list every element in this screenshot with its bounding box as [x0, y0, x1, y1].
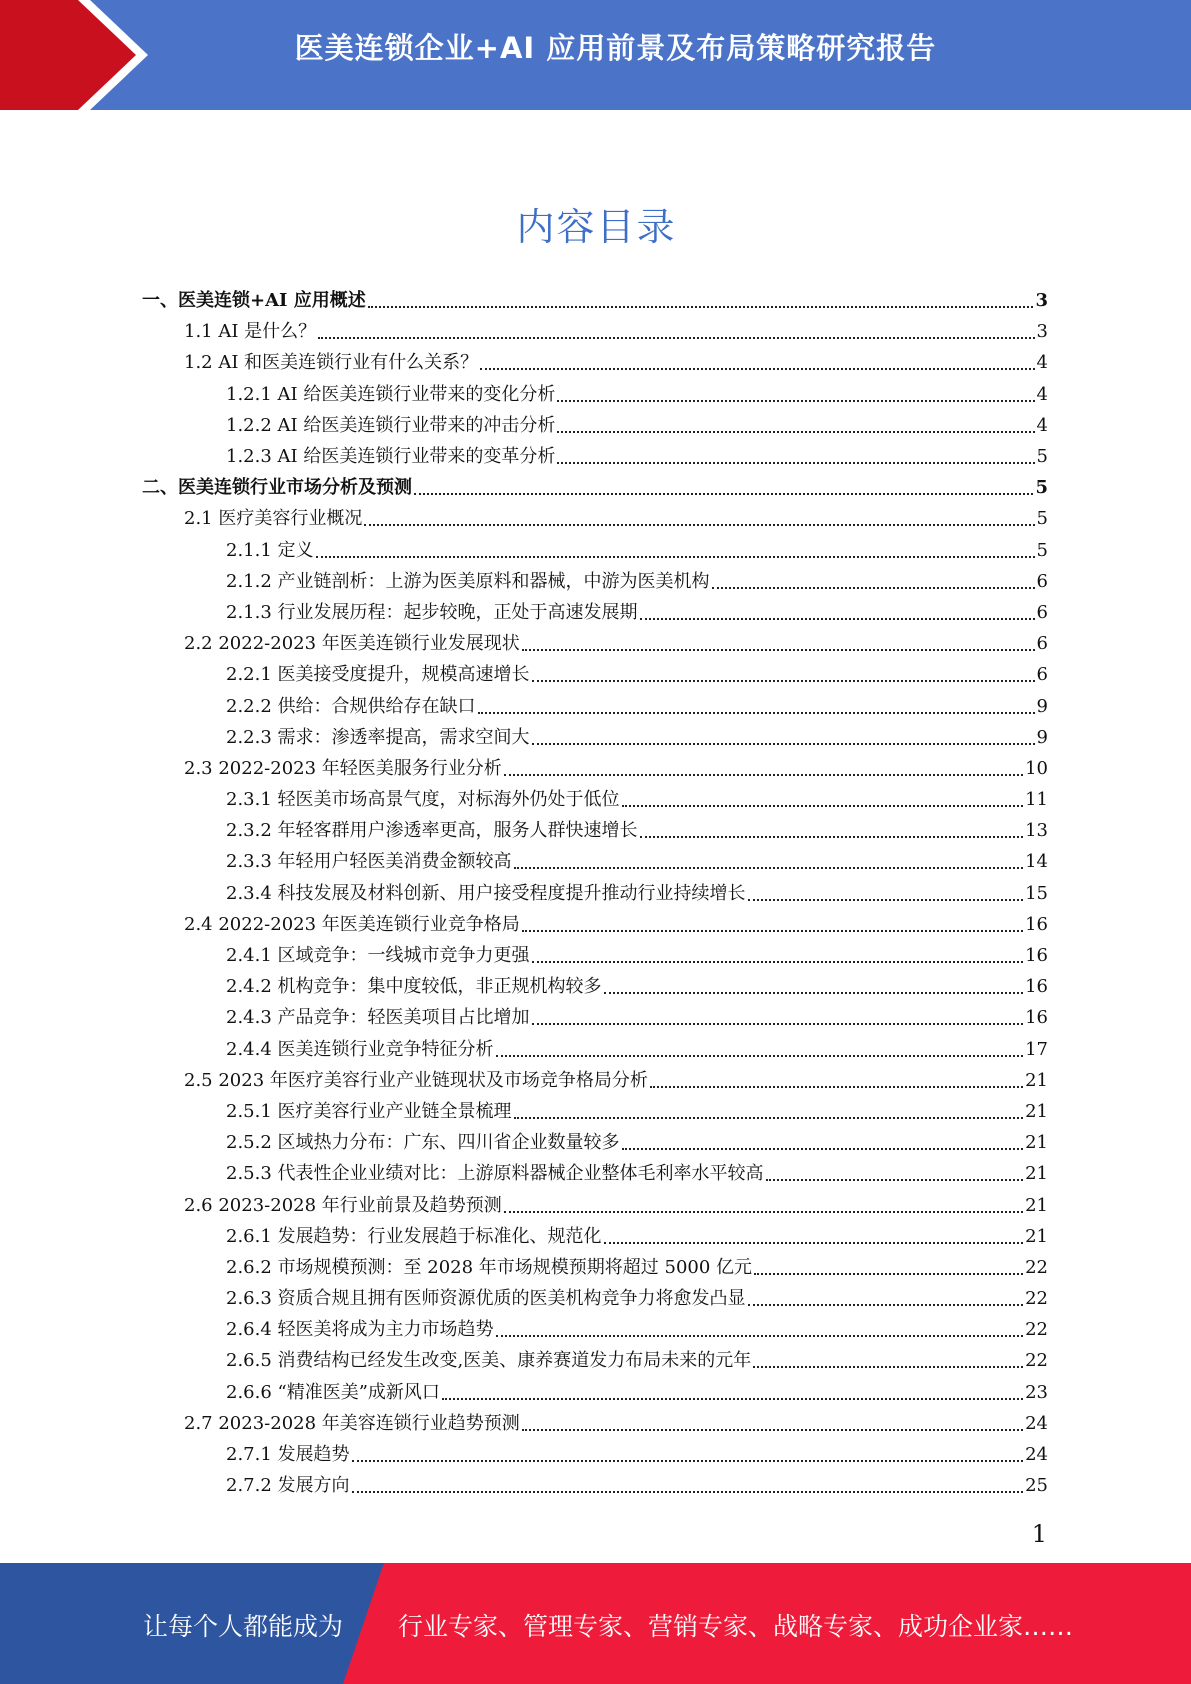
toc-entry-title: 2.3.4 科技发展及材料创新、用户接受程度提升推动行业持续增长 — [226, 882, 746, 904]
toc-entry-page: 16 — [1025, 913, 1048, 935]
toc-entry-page: 6 — [1036, 570, 1048, 592]
toc-entry[interactable] — [142, 1252, 1048, 1283]
toc-entry-page: 5 — [1035, 477, 1048, 499]
toc-entry[interactable] — [142, 878, 1048, 909]
toc-entry-page: 21 — [1025, 1163, 1048, 1185]
toc-leader-dots — [316, 555, 1035, 558]
toc-entry[interactable] — [142, 846, 1048, 877]
toc-entry[interactable] — [142, 1439, 1048, 1470]
toc-leader-dots — [514, 1116, 1024, 1119]
toc-entry[interactable] — [142, 1034, 1048, 1065]
toc-entry[interactable] — [142, 1345, 1048, 1376]
toc-entry[interactable] — [142, 566, 1048, 597]
toc-entry-page: 22 — [1025, 1288, 1048, 1310]
toc-entry-title: 2.7.1 发展趋势 — [226, 1444, 350, 1466]
page-number: 1 — [1031, 1520, 1047, 1548]
toc-entry-title: 2.2.2 供给：合规供给存在缺口 — [226, 695, 476, 717]
toc-entry-title: 2.3.3 年轻用户轻医美消费金额较高 — [226, 851, 512, 873]
toc-entry[interactable] — [142, 784, 1048, 815]
toc-entry[interactable] — [142, 597, 1048, 628]
toc-entry-page: 3 — [1036, 321, 1048, 343]
toc-entry-title: 2.6.2 市场规模预测：至 2028 年市场规模预期将超过 5000 亿元 — [226, 1256, 753, 1278]
toc-leader-dots — [640, 835, 1024, 838]
toc-entry-page: 4 — [1036, 383, 1048, 405]
toc-entry[interactable] — [142, 472, 1048, 503]
toc-entry-page: 21 — [1025, 1194, 1048, 1216]
toc-leader-dots — [414, 492, 1033, 495]
toc-leader-dots — [622, 1147, 1024, 1150]
toc-entry-page: 21 — [1025, 1132, 1048, 1154]
toc-leader-dots — [622, 804, 1024, 807]
toc-entry-title: 2.2.1 医美接受度提升，规模高速增长 — [226, 664, 530, 686]
toc-leader-dots — [604, 1241, 1024, 1244]
toc-entry[interactable] — [142, 690, 1048, 721]
toc-entry-title: 2.1.3 行业发展历程：起步较晚，正处于高速发展期 — [226, 601, 638, 623]
toc-leader-dots — [352, 1459, 1024, 1462]
toc-entry[interactable] — [142, 628, 1048, 659]
toc-leader-dots — [604, 991, 1024, 994]
toc-entry-page: 17 — [1025, 1038, 1048, 1060]
toc-leader-dots — [557, 430, 1034, 433]
toc-entry[interactable] — [142, 1096, 1048, 1127]
toc-leader-dots — [650, 1085, 1023, 1088]
toc-entry-page: 5 — [1036, 539, 1048, 561]
toc-leader-dots — [766, 1178, 1024, 1181]
toc-heading: 内容目录 — [516, 205, 677, 249]
toc-entry-page: 22 — [1025, 1350, 1048, 1372]
footer-slogan-right: 行业专家、管理专家、营销专家、战略专家、成功企业家…… — [398, 1612, 1074, 1641]
toc-entry-title: 2.5.2 区域热力分布：广东、四川省企业数量较多 — [226, 1132, 620, 1154]
toc-entry-title: 2.4.3 产品竞争：轻医美项目占比增加 — [226, 1007, 530, 1029]
toc-entry-page: 9 — [1036, 695, 1048, 717]
toc-entry-page: 3 — [1035, 290, 1048, 312]
toc-leader-dots — [748, 898, 1024, 901]
toc-entry[interactable] — [142, 1158, 1048, 1189]
toc-leader-dots — [442, 1397, 1023, 1400]
toc-leader-dots — [532, 742, 1035, 745]
toc-leader-dots — [712, 586, 1035, 589]
toc-entry-page: 4 — [1036, 352, 1048, 374]
toc-entry-page: 16 — [1025, 945, 1048, 967]
toc-leader-dots — [522, 929, 1023, 932]
toc-entry-page: 16 — [1025, 976, 1048, 998]
toc-entry[interactable] — [142, 1189, 1048, 1220]
toc-entry-title: 2.4 2022-2023 年医美连锁行业竞争格局 — [184, 913, 520, 935]
report-title: 医美连锁企业+AI 应用前景及布局策略研究报告 — [294, 31, 937, 65]
footer-band — [0, 1563, 1191, 1684]
toc-entry-page: 25 — [1025, 1475, 1048, 1497]
toc-leader-dots — [557, 399, 1034, 402]
toc-entry-title: 2.6.5 消费结构已经发生改变,医美、康养赛道发力布局未来的元年 — [226, 1350, 752, 1372]
toc-leader-dots — [748, 1303, 1024, 1306]
toc-entry-title: 2.6.3 资质合规且拥有医师资源优质的医美机构竞争力将愈发凸显 — [226, 1288, 746, 1310]
toc-entry[interactable] — [142, 1221, 1048, 1252]
toc-entry-title: 2.1 医疗美容行业概况 — [184, 508, 363, 530]
toc-entry-title: 1.1 AI 是什么？ — [184, 321, 317, 343]
footer-slogan-left: 让每个人都能成为 — [143, 1612, 344, 1641]
toc-entry[interactable] — [142, 347, 1048, 378]
toc-entry[interactable] — [142, 909, 1048, 940]
toc-entry-page: 22 — [1025, 1319, 1048, 1341]
toc-entry-title: 1.2 AI 和医美连锁行业有什么关系？ — [184, 352, 479, 374]
toc-entry-title: 2.3.1 轻医美市场高景气度，对标海外仍处于低位 — [226, 789, 620, 811]
toc-entry[interactable] — [142, 1314, 1048, 1345]
toc-entry-title: 1.2.2 AI 给医美连锁行业带来的冲击分析 — [226, 414, 556, 436]
toc-entry[interactable] — [142, 1065, 1048, 1096]
toc-entry-title: 2.6.4 轻医美将成为主力市场趋势 — [226, 1319, 494, 1341]
toc-entry-title: 2.1.1 定义 — [226, 539, 314, 561]
toc-entry-title: 2.5.1 医疗美容行业产业链全景梳理 — [226, 1100, 512, 1122]
toc-leader-dots — [504, 1210, 1023, 1213]
toc-leader-dots — [504, 773, 1023, 776]
toc-entry[interactable] — [142, 659, 1048, 690]
toc-entry[interactable] — [142, 1470, 1048, 1501]
toc-entry[interactable] — [142, 1377, 1048, 1408]
toc-entry-page: 9 — [1036, 726, 1048, 748]
toc-entry-title: 2.7 2023-2028 年美容连锁行业趋势预测 — [184, 1412, 520, 1434]
toc-entry-title: 2.1.2 产业链剖析：上游为医美原料和器械，中游为医美机构 — [226, 570, 710, 592]
toc-entry-title: 2.3.2 年轻客群用户渗透率更高，服务人群快速增长 — [226, 820, 638, 842]
toc-entry-title: 2.3 2022-2023 年轻医美服务行业分析 — [184, 757, 502, 779]
toc-entry[interactable] — [142, 441, 1048, 472]
toc-entry[interactable] — [142, 940, 1048, 971]
toc-entry-title: 2.2 2022-2023 年医美连锁行业发展现状 — [184, 633, 520, 655]
toc-entry-title: 2.4.2 机构竞争：集中度较低，非正规机构较多 — [226, 976, 602, 998]
toc-leader-dots — [640, 617, 1035, 620]
toc-entry-title: 二、医美连锁行业市场分析及预测 — [142, 477, 412, 499]
toc-entry-page: 24 — [1025, 1412, 1048, 1434]
toc-entry-page: 21 — [1025, 1100, 1048, 1122]
toc-entry[interactable] — [142, 971, 1048, 1002]
toc-entry[interactable] — [142, 410, 1048, 441]
toc-entry-title: 2.6.6 “精准医美”成新风口 — [226, 1381, 440, 1403]
toc-entry[interactable] — [142, 1283, 1048, 1314]
toc-entry-title: 一、医美连锁+AI 应用概述 — [142, 290, 366, 312]
toc-entry-title: 2.5 2023 年医疗美容行业产业链现状及市场竞争格局分析 — [184, 1069, 648, 1091]
toc-leader-dots — [514, 866, 1024, 869]
toc-entry-title: 2.4.1 区域竞争：一线城市竞争力更强 — [226, 945, 530, 967]
toc-entry[interactable] — [142, 753, 1048, 784]
toc-entry-title: 1.2.1 AI 给医美连锁行业带来的变化分析 — [226, 383, 556, 405]
toc-entry-title: 2.2.3 需求：渗透率提高，需求空间大 — [226, 726, 530, 748]
toc-entry[interactable] — [142, 1127, 1048, 1158]
toc-entry-page: 11 — [1025, 789, 1048, 811]
toc-leader-dots — [478, 711, 1035, 714]
toc-entry-page: 15 — [1025, 882, 1048, 904]
toc-entry-title: 2.6.1 发展趋势：行业发展趋于标准化、规范化 — [226, 1225, 602, 1247]
toc-entry-page: 10 — [1025, 757, 1048, 779]
toc-entry[interactable] — [142, 1002, 1048, 1033]
toc-entry-page: 22 — [1025, 1256, 1048, 1278]
toc-leader-dots — [496, 1054, 1024, 1057]
toc-leader-dots — [480, 367, 1034, 370]
toc-leader-dots — [753, 1365, 1023, 1368]
toc-entry-page: 5 — [1036, 446, 1048, 468]
toc-leader-dots — [557, 461, 1034, 464]
toc-entry-page: 6 — [1036, 664, 1048, 686]
toc-leader-dots — [496, 1334, 1024, 1337]
toc-entry-page: 24 — [1025, 1444, 1048, 1466]
toc-entry-title: 2.6 2023-2028 年行业前景及趋势预测 — [184, 1194, 502, 1216]
header-band — [0, 0, 1191, 110]
toc-entry-page: 6 — [1036, 601, 1048, 623]
toc-entry[interactable] — [142, 316, 1048, 347]
toc-entry[interactable] — [142, 722, 1048, 753]
toc-entry[interactable] — [142, 535, 1048, 566]
toc-leader-dots — [522, 1428, 1023, 1431]
toc-entry-page: 21 — [1025, 1225, 1048, 1247]
toc-entry-title: 1.2.3 AI 给医美连锁行业带来的变革分析 — [226, 446, 556, 468]
toc-leader-dots — [318, 336, 1034, 339]
toc-entry-title: 2.7.2 发展方向 — [226, 1475, 350, 1497]
toc-leader-dots — [364, 523, 1034, 526]
toc-entry-title: 2.4.4 医美连锁行业竞争特征分析 — [226, 1038, 494, 1060]
toc-entry-page: 16 — [1025, 1007, 1048, 1029]
toc-entry-page: 5 — [1036, 508, 1048, 530]
toc-leader-dots — [754, 1272, 1023, 1275]
toc-entry-page: 4 — [1036, 414, 1048, 436]
toc-entry-page: 14 — [1025, 851, 1048, 873]
toc-entry-title: 2.5.3 代表性企业业绩对比：上游原料器械企业整体毛利率水平较高 — [226, 1163, 764, 1185]
toc-entry-page: 21 — [1025, 1069, 1048, 1091]
toc-leader-dots — [532, 1022, 1024, 1025]
toc-leader-dots — [532, 960, 1024, 963]
toc-entry[interactable] — [142, 285, 1048, 316]
toc-entry-page: 13 — [1025, 820, 1048, 842]
table-of-contents — [142, 285, 1048, 1501]
toc-entry-page: 6 — [1036, 633, 1048, 655]
toc-leader-dots — [522, 648, 1035, 651]
toc-entry[interactable] — [142, 379, 1048, 410]
toc-entry-page: 23 — [1025, 1381, 1048, 1403]
toc-leader-dots — [368, 305, 1034, 308]
toc-entry[interactable] — [142, 503, 1048, 534]
toc-entry[interactable] — [142, 815, 1048, 846]
toc-entry[interactable] — [142, 1408, 1048, 1439]
toc-leader-dots — [352, 1490, 1024, 1493]
toc-leader-dots — [532, 679, 1035, 682]
